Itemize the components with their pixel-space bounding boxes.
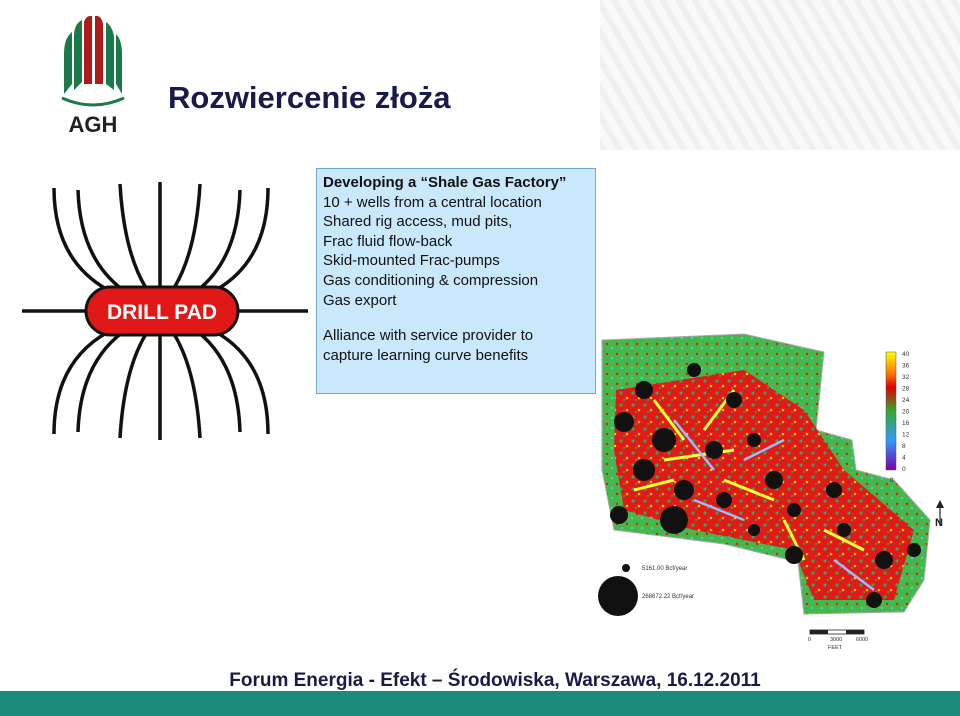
factory-closing-line: capture learning curve benefits xyxy=(323,346,529,364)
legend-tick: 16 xyxy=(902,420,910,427)
legend-tick: 36 xyxy=(902,362,910,370)
factory-closing-line: Alliance with service provider to xyxy=(323,327,534,345)
footer-bar xyxy=(0,691,960,716)
scale-tick: 6000 xyxy=(856,637,869,643)
agh-logo xyxy=(48,14,138,139)
legend-tick: 28 xyxy=(902,385,910,393)
factory-heading: Developing a “Shale Gas Factory” xyxy=(323,174,567,191)
slide-title: Rozwiercenie złoża xyxy=(168,80,451,115)
legend-tick: 20 xyxy=(902,408,910,416)
legend-tick: 32 xyxy=(902,374,910,381)
scale-tick: 3000 xyxy=(830,637,843,643)
north-label: N xyxy=(935,517,943,529)
factory-line: Frac fluid flow-back xyxy=(323,232,453,250)
bubble-small-icon xyxy=(622,564,630,572)
bubble-large-icon xyxy=(598,576,638,616)
footer-text: Forum Energia - Efekt – Środowiska, Warszawa, 16.12.2011 xyxy=(229,670,761,691)
logo-text: AGH xyxy=(68,112,118,137)
legend-tick: 0 xyxy=(902,466,906,473)
factory-line: Gas conditioning & compression xyxy=(323,271,539,289)
north-arrow-icon xyxy=(936,500,944,508)
scale-unit: FEET xyxy=(828,645,843,651)
factory-line: Gas export xyxy=(323,291,397,309)
well-map xyxy=(594,330,950,656)
factory-line: 10 + wells from a central location xyxy=(323,193,542,211)
factory-line: Shared rig access, mud pits, xyxy=(323,213,513,231)
legend-tick: 40 xyxy=(902,351,910,358)
drill-pad-label: DRILL PAD xyxy=(106,301,218,324)
scale-tick: 0 xyxy=(808,637,812,643)
legend-tick: 8 xyxy=(902,443,906,450)
header-decoration xyxy=(600,0,960,150)
legend-tick: 24 xyxy=(902,397,910,404)
factory-line: Skid-mounted Frac-pumps xyxy=(323,252,500,270)
bubble-small-label: 5161.00 Bcf/year xyxy=(642,566,688,572)
drill-pad-diagram xyxy=(18,180,310,442)
legend-tick: 12 xyxy=(902,431,910,439)
legend-tick: 4 xyxy=(902,454,906,462)
bubble-large-label: 268672.22 Bcf/year xyxy=(642,594,695,600)
legend-unit: ft xyxy=(890,477,894,484)
shale-gas-factory-box xyxy=(316,168,596,394)
